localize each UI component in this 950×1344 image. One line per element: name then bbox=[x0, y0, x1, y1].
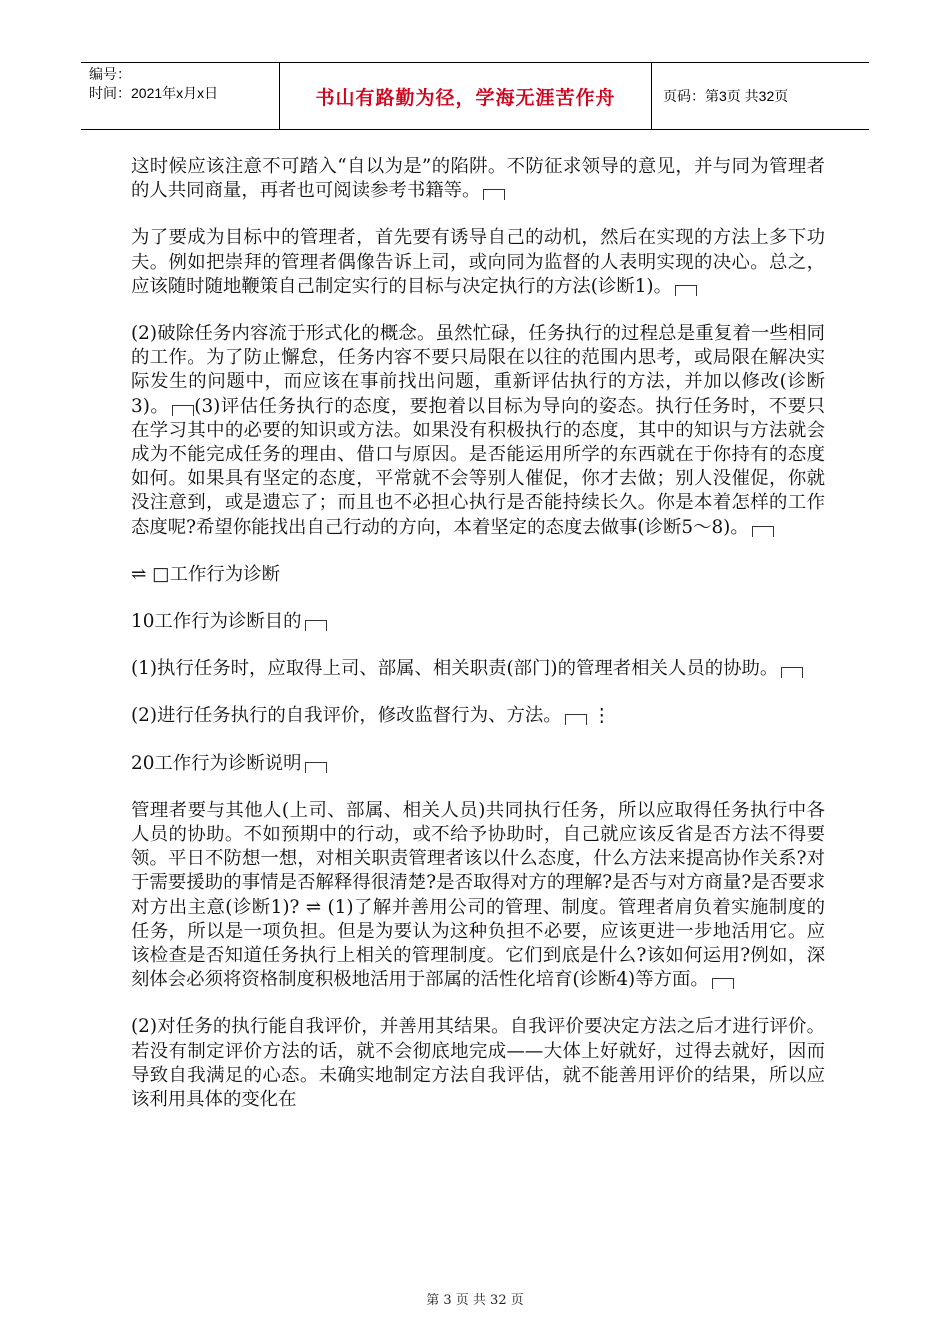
paragraph-mark-icon bbox=[675, 285, 697, 296]
paragraph-mark-icon bbox=[483, 189, 505, 200]
paragraph bbox=[131, 226, 825, 299]
paragraph-text: 为了要成为目标中的管理者，首先要有诱导自己的动机，然后在实现的方法上多下功夫。例如把崇拜的管理者偶像告诉上司，或向同为监督的人表明实现的决心。总之，应该随时随地鞭策自己制定实行的目标与决定执行的方法(诊断1)。 bbox=[131, 227, 825, 297]
page-header bbox=[81, 62, 869, 130]
paragraph bbox=[131, 657, 825, 681]
header-meta bbox=[81, 63, 280, 129]
section-heading bbox=[131, 563, 825, 587]
paragraph-mark-icon bbox=[712, 978, 734, 989]
subsection-heading bbox=[131, 610, 825, 634]
document-body bbox=[131, 155, 825, 1135]
paragraph bbox=[131, 1015, 825, 1112]
paragraph-mark-icon bbox=[781, 667, 803, 678]
paragraph-text: (2)对任务的执行能自我评价，并善用其结果。自我评价要决定方法之后才进行评价。若没有制定评价方法的话，就不会彻底地完成——大体上好就好，过得去就好，因而导致自我满足的心态。未确实地制定方法自我评估，就不能善用评价的结果，所以应该利用具体的变化在 bbox=[131, 1016, 825, 1111]
paragraph bbox=[131, 322, 825, 540]
paragraph-text: (2)进行任务执行的自我评价，修改监督行为、方法。 bbox=[131, 705, 562, 727]
paragraph-text: ⇌ (1)了解并善用公司的管理、制度。管理者肩负着实施制度的任务，所以是一项负担。但是为要认为这种负担不必要，应该更进一步地活用它。应该检查是否知道任务执行上相关的管理制度。它们到底是什么?该如何运用?例如，深刻体会必须将资格制度积极地活用于部属的活性化培育(诊断4)等方面。 bbox=[131, 896, 825, 991]
paragraph: (2)进行任务执行的自我评价，修改监督行为、方法。 ⋮ bbox=[131, 705, 611, 727]
subsection-heading-text: 10工作行为诊断目的 bbox=[131, 611, 302, 633]
header-motto: 书山有路勤为径，学海无涯苦作舟 bbox=[280, 63, 652, 129]
document-time: 时间：2021年x月x日 bbox=[89, 85, 219, 101]
paragraph-mark-icon bbox=[172, 405, 194, 416]
paragraph-text: 管理者要与其他人(上司、部属、相关人员)共同执行任务，所以应取得任务执行中各人员的协助。不如预期中的行动，或不给予协助时，自己就应该反省是否方法不得要领。平日不防想一想，对相关职责管理者该以什么态度，什么方法来提高协作关系?对于需要援助的事情是否解释得很清楚?是否取得对方的理解?是否与对方商量?是否要求对方出主意(诊断1)? bbox=[131, 799, 825, 918]
paragraph-mark-icon bbox=[752, 526, 774, 537]
paragraph bbox=[131, 155, 825, 203]
subsection-heading bbox=[131, 752, 825, 776]
paragraph-mark-icon bbox=[565, 714, 587, 725]
document-number-label: 编号： bbox=[89, 66, 131, 82]
paragraph-mark-icon bbox=[305, 620, 327, 631]
paragraph-text: (1)执行任务时，应取得上司、部属、相关职责(部门)的管理者相关人员的协助。 bbox=[131, 658, 779, 680]
paragraph-text: (3)评估任务执行的态度，要抱着以目标为导向的姿态。执行任务时，不要只在学习其中的必要的知识或方法。如果没有积极执行的态度，其中的知识与方法就会成为不能完成任务的理由、借口与原因。是否能运用所学的东西就在于你持有的态度如何。如果具有坚定的态度，平常就不会等别人催促，你才去做；别人没催促，你就没注意到，或是遗忘了；而且也不必担心执行是否能持续长久。你是本着怎样的工作态度呢?希望你能找出自己行动的方向，本着坚定的态度去做事(诊断5～8)。 bbox=[131, 395, 825, 538]
paragraph-mark-icon bbox=[305, 762, 327, 773]
paragraph-text: 这时候应该注意不可踏入“自以为是”的陷阱。不防征求领导的意见，并与同为管理者的人共同商量，再者也可阅读参考书籍等。 bbox=[131, 156, 825, 202]
section-heading-text: ⇌ □工作行为诊断 bbox=[131, 563, 280, 585]
paragraph-text: (2)破除任务内容流于形式化的概念。虽然忙碌，任务执行的过程总是重复着一些相同的工作。为了防止懈怠，任务内容不要只局限在以往的范围内思考，或局限在解决实际发生的问题中，而应该在事前找出问题，重新评估执行的方法，并加以修改(诊断3)。 bbox=[131, 323, 825, 417]
paragraph bbox=[131, 799, 825, 993]
header-page-info: 页码：第3页 共32页 bbox=[663, 88, 789, 104]
page-footer: 第 3 页 共 32 页 bbox=[426, 1293, 524, 1308]
subsection-heading-text: 20工作行为诊断说明 bbox=[131, 752, 302, 774]
